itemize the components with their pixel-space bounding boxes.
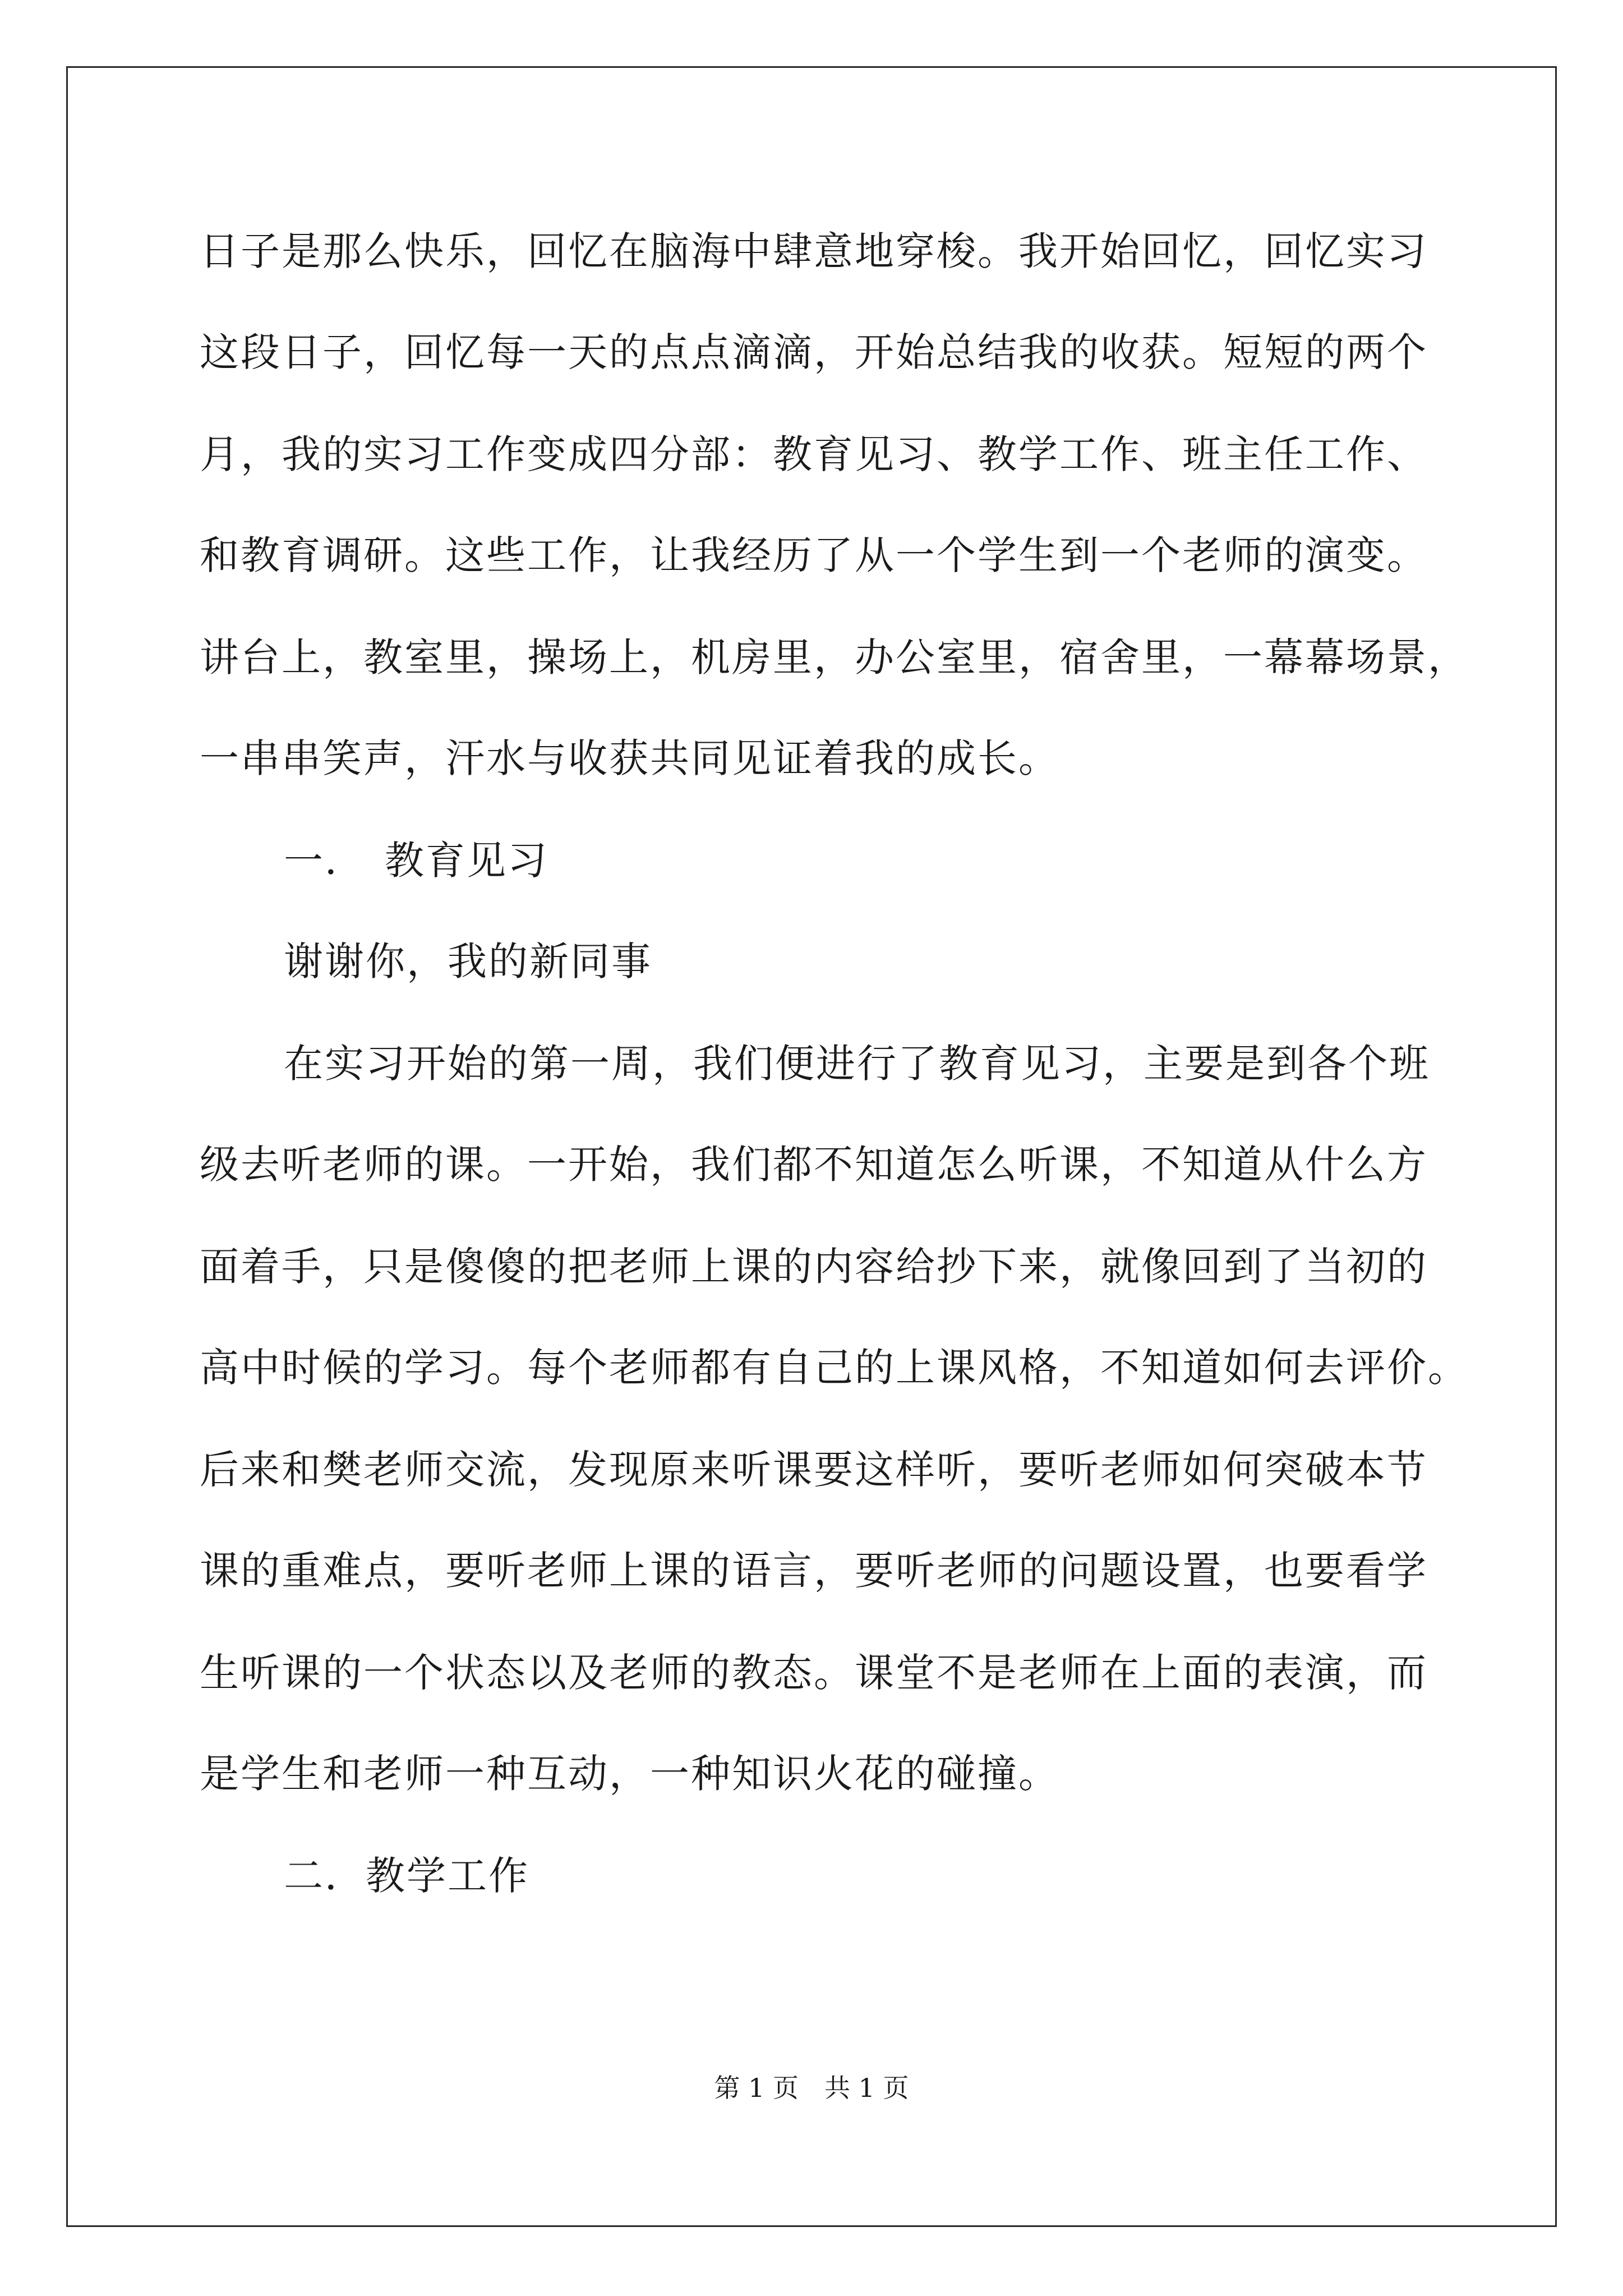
- section-heading: [284, 827, 548, 894]
- paragraph-line: 在实习开始的第一周，我们便进行了教育见习，主要是到各个班: [284, 1041, 1430, 1087]
- paragraph-line: 这段日子，回忆每一天的点点滴滴，开始总结我的收获。短短的两个: [200, 329, 1428, 375]
- paragraph-line: 是学生和老师一种互动，一种知识火花的碰撞。: [200, 1751, 1059, 1797]
- page-number: 第 1 页 共 1 页: [714, 2073, 909, 2103]
- paragraph-line: 月，我的实习工作变成四分部：教育见习、教学工作、班主任工作、: [200, 431, 1428, 477]
- paragraph-line: 和教育调研。这些工作，让我经历了从一个学生到一个老师的演变。: [200, 532, 1428, 578]
- paragraph-line: 一串串笑声，汗水与收获共同见证着我的成长。: [200, 735, 1059, 781]
- subheading: 谢谢你，我的新同事: [284, 938, 652, 984]
- paragraph-line: 级去听老师的课。一开始，我们都不知道怎么听课，不知道从什么方: [200, 1142, 1428, 1188]
- paragraph-line: 课的重难点，要听老师上课的语言，要听老师的问题设置，也要看学: [200, 1548, 1428, 1594]
- paragraph-line: 高中时候的学习。每个老师都有自己的上课风格，不知道如何去评价。: [200, 1345, 1469, 1391]
- paragraph-line: 后来和樊老师交流，发现原来听课要这样听，要听老师如何突破本节: [200, 1447, 1428, 1493]
- paragraph-line: 生听课的一个状态以及老师的教态。课堂不是老师在上面的表演，而: [200, 1650, 1428, 1696]
- section-heading: 二．教学工作: [284, 1853, 529, 1899]
- section-number: 一．: [284, 838, 366, 884]
- paragraph-line: 讲台上，教室里，操场上，机房里，办公室里，宿舍里，一幕幕场景，: [200, 634, 1469, 680]
- section-title: 教育见习: [385, 838, 548, 884]
- paragraph-line: 面着手，只是傻傻的把老师上课的内容给抄下来，就像回到了当初的: [200, 1244, 1428, 1290]
- paragraph-line: 日子是那么快乐，回忆在脑海中肆意地穿梭。我开始回忆，回忆实习: [200, 228, 1428, 274]
